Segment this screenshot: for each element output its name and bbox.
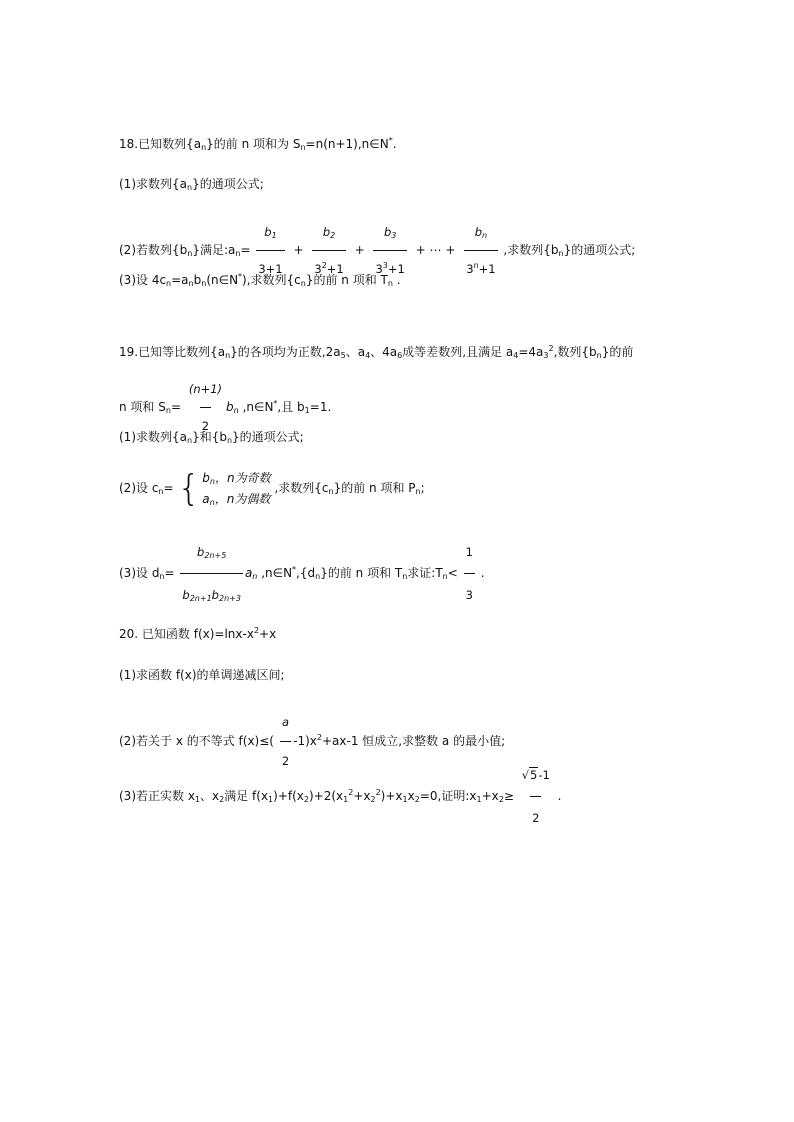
q19-part1: (1)求数列$\{a_n\}$和$\{b_n\}$的通项公式; (119, 430, 304, 445)
q18-frac-bn: $\frac{b_n}{3^n+1}$ (464, 215, 497, 286)
q18-frac-b3: $\frac{b_3}{3^3+1}$ (373, 215, 406, 286)
q18-frac-b2: $\frac{b_2}{3^2+1}$ (312, 215, 345, 286)
q18-part1: (1)求数列$\{a_n\}$的通项公式; (119, 177, 264, 192)
q19-piecewise: { $b_n$，n为奇数 $a_n$，n为偶数 (177, 467, 271, 509)
q18-frac-b1: $\frac{b_1}{3+1}$ (256, 215, 284, 286)
q19-stem: 19.已知等比数列$\{a_n\}$的各项均为正数$,2a_5$、$a_4$、$4a_6$成等差数列,且满足 $a_4=4a_3^2$,数列$\{b_n\}$的前 (119, 344, 634, 360)
q19-frac-dn: $\frac{b_{2n+5}}{b_{2n+1}b_{2n+3}}$ (180, 532, 243, 615)
q19-part3: (3)设 $d_n=$ $\frac{b_{2n+5}}{b_{2n+1}b_{2n+3}}$ $a_n$ $,n\in N^*,\{d_n\}$的前 n 项和 $T_n$求证$:T_n<$ $\frac{1}{3}$ . (119, 532, 485, 615)
q18-part3: (3)设 $4c_n=a_nb_n(n\in N^*)$,求数列$\{c_n\}$的前 n 项和 $T_n$ . (119, 272, 401, 288)
q19-part2: (2)设 $c_n=$ { $b_n$，n为奇数 $a_n$，n为偶数 ,求数列$\{c_n\}$的前 n 项和 $P_n$; (119, 467, 425, 509)
q19-frac-third: $\frac{1}{3}$ (464, 532, 475, 615)
q20-part3: (3)若正实数 $x_1$、$x_2$满足 $f(x_1)+f(x_2)+2(x_1^2+x_2^2)+x_1x_2=0$,证明$:x_1+x_2\ge$ $\frac{√5-1}{2}$ . (119, 755, 561, 838)
q19-frac-sn: $\frac{(n+1)}{2}$ (187, 372, 224, 443)
q19-stem-line2: n 项和 $S_n=$ $\frac{(n+1)}{2}$ $b_n$ ,n∈N*,且 $b_1=1$. (119, 372, 331, 443)
q20-stem: 20. 已知函数 $f(x)=\ln x-x^2+x$ (119, 626, 277, 641)
q20-part1: (1)求函数 f(x)的单调递减区间; (119, 668, 285, 682)
q18-stem: 18.已知数列$\{a_n\}$的前 n 项和为 $S_n=n(n+1),n\in N^*$. (119, 136, 397, 152)
q20-frac-a2: $\frac{a}{2}$ (280, 704, 291, 779)
q20-part2: (2)若关于 x 的不等式 f(x)≤( $\frac{a}{2}$ $-1)x^2+ax-1$ 恒成立,求整数 a 的最小值; (119, 704, 505, 779)
q20-frac-sqrt5: $\frac{√5-1}{2}$ (520, 755, 552, 838)
q18-part2: (2)若数列$\{b_n\}$满足$:a_n=$ $\frac{b_1}{3+1}$ + $\frac{b_2}{3^2+1}$ + $\frac{b_3}{3^3+1}$ + ⋯ + $\frac{b_n}{3^n+1}$ ,求数列$\{b_n\}$的通项公式; (119, 215, 635, 286)
